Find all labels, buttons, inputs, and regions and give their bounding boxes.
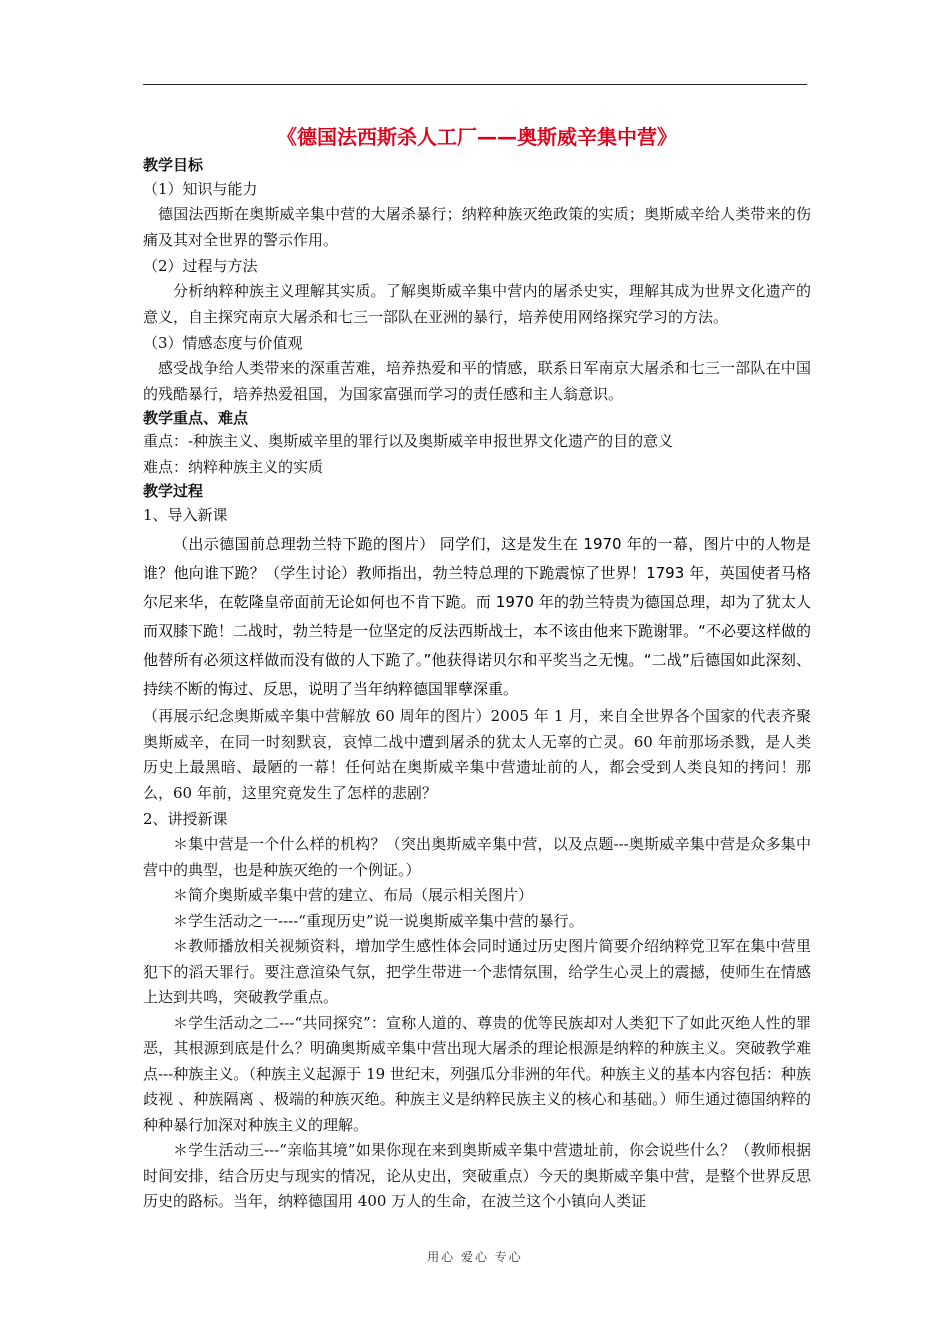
- page-footer: 用心 爱心 专心: [427, 1250, 523, 1264]
- goal2-label: （2）过程与方法: [143, 257, 258, 275]
- goal1-label: （1）知识与能力: [143, 180, 258, 198]
- difficult-point: 难点：纳粹种族主义的实质: [143, 457, 324, 476]
- heading-teaching-process: 教学过程: [143, 482, 204, 500]
- goal2-text: 分析纳粹种族主义理解其实质。了解奥斯威辛集中营内的屠杀史实，理解其成为世界文化遗产的意义，自主探究南京大屠杀和七三一部队在亚洲的暴行，培养使用网络探究学习的方法。: [143, 282, 811, 326]
- step1-screenshot-text: （出示德国前总理勃兰特下跪的图片） 同学们，这是发生在 1970 年的一幕，图片中的人物是谁？他向谁下跪？（学生讨论）教师指出，勃兰特总理的下跪震惊了世界！1793 年，英国使者马格尔尼来华，在乾隆皇帝面前无论如何也不肯下跪。而 1970 年的勃兰特贵为德国总理，却为了犹太人而双膝下跪！二战时，勃兰特是一位坚定的反法西斯战士，本不该由他来下跪谢罪。“不必要这样做的他替所有必须这样做而没有做的人下跪了。”他获得诺贝尔和平奖当之无愧。“二战”后德国如此深刻、持续不断的悔过、反思，说明了当年纳粹德国罪孽深重。: [143, 535, 811, 698]
- step2-item: ＊学生活动之二---“共同探究”：宣称人道的、尊贵的优等民族却对人类犯下了如此灭绝人性的罪恶，其根源到底是什么？明确奥斯威辛集中营出现大屠杀的理论根源是纳粹的种族主义。突破教学难点---种族主义。（种族主义起源于 19 世纪末，列强瓜分非洲的年代。种族主义的基本内容包括：种族歧视 、种族隔离 、极端的种族灭绝。种族主义是纳粹民族主义的核心和基础。）师生通过德国纳粹的种种暴行加深对种族主义的理解。: [143, 1013, 811, 1134]
- key-point: 重点：-种族主义、奥斯威辛里的罪行以及奥斯威辛申报世界文化遗产的目的意义: [143, 432, 674, 450]
- step2-item: ＊简介奥斯威辛集中营的建立、布局（展示相关图片）: [173, 886, 534, 904]
- step2-item: ＊集中营是一个什么样的机构？（突出奥斯威辛集中营，以及点题---奥斯威辛集中营是众多集中营中的典型，也是种族灭绝的一个例证。）: [143, 835, 811, 879]
- step1-text: （再展示纪念奥斯威辛集中营解放 60 周年的图片）2005 年 1 月，来自全世界各个国家的代表齐聚奥斯威辛，在同一时刻默哀，哀悼二战中遭到屠杀的犹太人无辜的亡灵。60 年前那场杀戮，是人类历史上最黑暗、最陋的一幕！任何站在奥斯威辛集中营遗址前的人，都会受到人类良知的拷问！那么，60 年前，这里究竟发生了怎样的悲剧？: [143, 707, 811, 802]
- goal3-text: 感受战争给人类带来的深重苦难，培养热爱和平的情感，联系日军南京大屠杀和七三一部队在中国的残酷暴行，培养热爱祖国，为国家富强而学习的责任感和主人翁意识。: [143, 359, 811, 403]
- heading-key-points: 教学重点、难点: [143, 409, 249, 427]
- step2-item: ＊学生活动三---“亲临其境”如果你现在来到奥斯威辛集中营遗址前，你会说些什么？（教师根据时间安排，结合历史与现实的情况，论从史出，突破重点）今天的奥斯威辛集中营，是整个世界反思历史的路标。当年，纳粹德国用 400 万人的生命，在波兰这个小镇向人类证: [143, 1141, 811, 1210]
- goal3-label: （3）情感态度与价值观: [143, 334, 303, 352]
- step2-item: ＊教师播放相关视频资料，增加学生感性体会同时通过历史图片简要介绍纳粹党卫军在集中营里犯下的滔天罪行。要注意渲染气氛，把学生带进一个悲情氛围，给学生心灵上的震撼，使师生在情感上达到共鸣，突破教学重点。: [143, 937, 811, 1006]
- step2-item: ＊学生活动之一----“重现历史”说一说奥斯威辛集中营的暴行。: [173, 911, 584, 930]
- goal1-text: 德国法西斯在奥斯威辛集中营的大屠杀暴行；纳粹种族灭绝政策的实质；奥斯威辛给人类带来的伤痛及其对全世界的警示作用。: [143, 205, 811, 249]
- step1-label: 1、导入新课: [143, 506, 228, 524]
- step2-label: 2、讲授新课: [143, 810, 228, 828]
- header-rule: [143, 84, 807, 85]
- heading-teaching-goals: 教学目标: [143, 156, 204, 174]
- document-body: [143, 122, 811, 1215]
- document-title: 《德国法西斯杀人工厂——奥斯威辛集中营》: [277, 125, 677, 149]
